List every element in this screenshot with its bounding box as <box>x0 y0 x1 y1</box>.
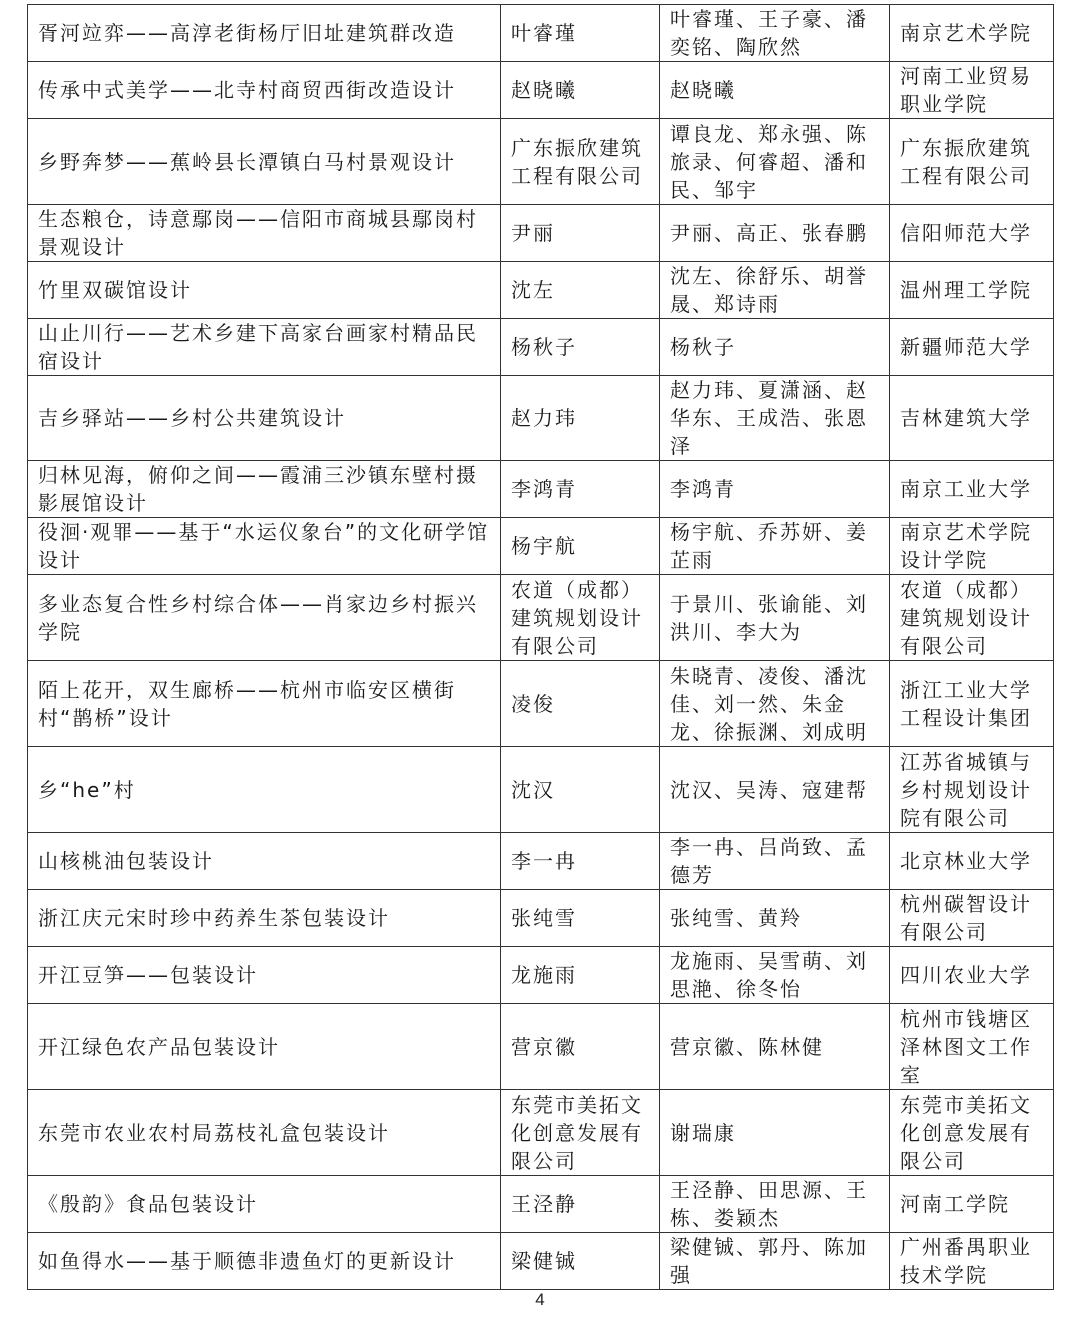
award-table-body <box>28 5 1054 1290</box>
project-name-cell: 传承中式美学——北寺村商贸西街改造设计 <box>28 62 501 119</box>
leader-cell: 杨秋子 <box>501 319 660 376</box>
organization-cell: 北京林业大学 <box>890 833 1054 890</box>
members-cell: 李一冉、吕尚致、孟德芳 <box>660 833 890 890</box>
members-cell: 沈汉、吴涛、寇建帮 <box>660 747 890 833</box>
members-cell: 赵力玮、夏潇涵、赵华东、王成浩、张恩泽 <box>660 376 890 461</box>
members-cell: 龙施雨、吴雪萌、刘思滟、徐冬怡 <box>660 947 890 1004</box>
project-name-cell: 开江豆笋——包装设计 <box>28 947 501 1004</box>
project-name-cell: 山止川行——艺术乡建下高家台画家村精品民宿设计 <box>28 319 501 376</box>
members-cell: 梁健铖、郭丹、陈加强 <box>660 1233 890 1290</box>
organization-cell: 新疆师范大学 <box>890 319 1054 376</box>
members-cell: 李鸿青 <box>660 461 890 518</box>
organization-cell: 东莞市美拓文化创意发展有限公司 <box>890 1090 1054 1176</box>
leader-cell: 东莞市美拓文化创意发展有限公司 <box>501 1090 660 1176</box>
members-cell: 于景川、张谕能、刘洪川、李大为 <box>660 575 890 661</box>
leader-cell: 龙施雨 <box>501 947 660 1004</box>
leader-cell: 凌俊 <box>501 661 660 747</box>
organization-cell: 信阳师范大学 <box>890 205 1054 262</box>
members-cell: 谢瑞康 <box>660 1090 890 1176</box>
project-name-cell: 乡野奔梦——蕉岭县长潭镇白马村景观设计 <box>28 119 501 205</box>
table-row <box>28 1233 1054 1290</box>
table-row <box>28 947 1054 1004</box>
organization-cell: 广州番禺职业技术学院 <box>890 1233 1054 1290</box>
leader-cell: 叶睿瑾 <box>501 5 660 62</box>
organization-cell: 广东振欣建筑工程有限公司 <box>890 119 1054 205</box>
project-name-cell: 乡“he”村 <box>28 747 501 833</box>
project-name-cell: 胥河竝弈——高淳老街杨厅旧址建筑群改造 <box>28 5 501 62</box>
organization-cell: 杭州碳智设计有限公司 <box>890 890 1054 947</box>
project-name-cell: 归林见海，俯仰之间——霞浦三沙镇东壁村摄影展馆设计 <box>28 461 501 518</box>
table-row <box>28 262 1054 319</box>
leader-cell: 营京徽 <box>501 1004 660 1090</box>
project-name-cell: 多业态复合性乡村综合体——肖家边乡村振兴学院 <box>28 575 501 661</box>
leader-cell: 张纯雪 <box>501 890 660 947</box>
organization-cell: 温州理工学院 <box>890 262 1054 319</box>
members-cell: 尹丽、高正、张春鹏 <box>660 205 890 262</box>
project-name-cell: 开江绿色农产品包装设计 <box>28 1004 501 1090</box>
project-name-cell: 浙江庆元宋时珍中药养生茶包装设计 <box>28 890 501 947</box>
leader-cell: 杨宇航 <box>501 518 660 575</box>
leader-cell: 赵晓曦 <box>501 62 660 119</box>
table-row <box>28 575 1054 661</box>
members-cell: 叶睿瑾、王子豪、潘奕铭、陶欣然 <box>660 5 890 62</box>
members-cell: 朱晓青、凌俊、潘沈佳、刘一然、朱金龙、徐振渊、刘成明 <box>660 661 890 747</box>
project-name-cell: 生态粮仓，诗意鄢岗——信阳市商城县鄢岗村景观设计 <box>28 205 501 262</box>
members-cell: 王泾静、田思源、王栋、娄颖杰 <box>660 1176 890 1233</box>
organization-cell: 江苏省城镇与乡村规划设计院有限公司 <box>890 747 1054 833</box>
table-row <box>28 661 1054 747</box>
members-cell: 赵晓曦 <box>660 62 890 119</box>
table-row <box>28 1176 1054 1233</box>
leader-cell: 尹丽 <box>501 205 660 262</box>
project-name-cell: 东莞市农业农村局荔枝礼盒包装设计 <box>28 1090 501 1176</box>
project-name-cell: 《殷韵》食品包装设计 <box>28 1176 501 1233</box>
members-cell: 张纯雪、黄羚 <box>660 890 890 947</box>
table-row <box>28 119 1054 205</box>
project-name-cell: 吉乡驿站——乡村公共建筑设计 <box>28 376 501 461</box>
leader-cell: 沈汉 <box>501 747 660 833</box>
table-row <box>28 890 1054 947</box>
leader-cell: 广东振欣建筑工程有限公司 <box>501 119 660 205</box>
table-row <box>28 747 1054 833</box>
leader-cell: 农道（成都）建筑规划设计有限公司 <box>501 575 660 661</box>
table-row <box>28 205 1054 262</box>
project-name-cell: 竹里双碳馆设计 <box>28 262 501 319</box>
project-name-cell: 如鱼得水——基于顺德非遗鱼灯的更新设计 <box>28 1233 501 1290</box>
project-name-cell: 陌上花开，双生廊桥——杭州市临安区横街村“鹊桥”设计 <box>28 661 501 747</box>
table-row <box>28 833 1054 890</box>
members-cell: 杨秋子 <box>660 319 890 376</box>
leader-cell: 赵力玮 <box>501 376 660 461</box>
organization-cell: 杭州市钱塘区泽林图文工作室 <box>890 1004 1054 1090</box>
table-row <box>28 319 1054 376</box>
project-name-cell: 役洄·观罪——基于“水运仪象台”的文化研学馆设计 <box>28 518 501 575</box>
leader-cell: 李鸿青 <box>501 461 660 518</box>
table-row <box>28 62 1054 119</box>
members-cell: 谭良龙、郑永强、陈旅录、何睿超、潘和民、邹宇 <box>660 119 890 205</box>
leader-cell: 沈左 <box>501 262 660 319</box>
organization-cell: 农道（成都）建筑规划设计有限公司 <box>890 575 1054 661</box>
organization-cell: 河南工业贸易职业学院 <box>890 62 1054 119</box>
organization-cell: 四川农业大学 <box>890 947 1054 1004</box>
organization-cell: 南京工业大学 <box>890 461 1054 518</box>
members-cell: 杨宇航、乔苏妍、姜芷雨 <box>660 518 890 575</box>
table-row <box>28 1090 1054 1176</box>
table-row <box>28 376 1054 461</box>
table-row <box>28 5 1054 62</box>
leader-cell: 李一冉 <box>501 833 660 890</box>
members-cell: 营京徽、陈林健 <box>660 1004 890 1090</box>
leader-cell: 王泾静 <box>501 1176 660 1233</box>
organization-cell: 吉林建筑大学 <box>890 376 1054 461</box>
table-row <box>28 518 1054 575</box>
project-name-cell: 山核桃油包装设计 <box>28 833 501 890</box>
table-row <box>28 461 1054 518</box>
organization-cell: 南京艺术学院 <box>890 5 1054 62</box>
members-cell: 沈左、徐舒乐、胡誉晟、郑诗雨 <box>660 262 890 319</box>
table-row <box>28 1004 1054 1090</box>
organization-cell: 南京艺术学院设计学院 <box>890 518 1054 575</box>
organization-cell: 河南工学院 <box>890 1176 1054 1233</box>
page-number: 4 <box>535 1290 545 1309</box>
award-table <box>27 4 1054 1290</box>
leader-cell: 梁健铖 <box>501 1233 660 1290</box>
organization-cell: 浙江工业大学工程设计集团 <box>890 661 1054 747</box>
